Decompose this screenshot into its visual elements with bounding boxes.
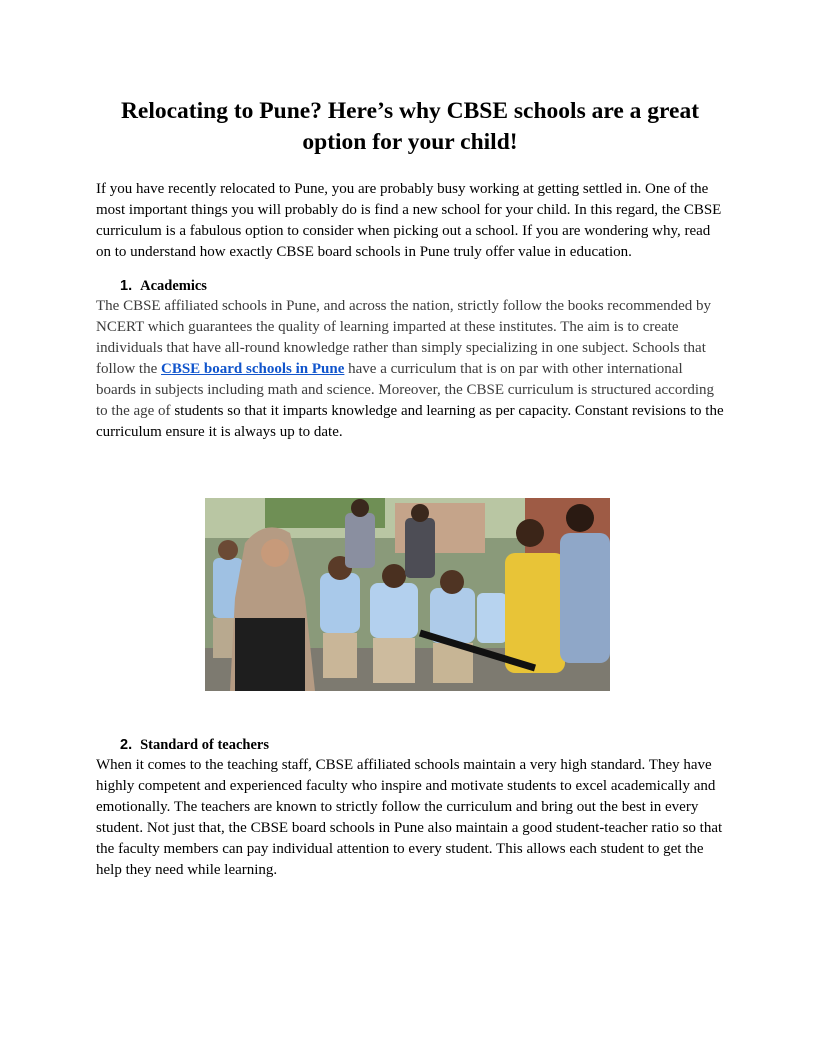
section-number: 1. <box>120 278 133 294</box>
teachers-paragraph: When it comes to the teaching staff, CBSE affiliated schools maintain a very high standard. They have highly competent and experienced faculty who inspire and motivate students to excel academically and emotionally. The teachers are known to strictly follow the curriculum and bring out the best in every student. Not just that, the CBSE board schools in Pune also maintain a good student-teacher ratio so that the faculty members can pay individual attention to every student. This allows each student to get the help they need while learning. <box>96 757 723 878</box>
document-page <box>96 96 724 443</box>
academics-text-tail: students so that it imparts knowledge and learning as per capacity. Constant revisions to the curriculum ensure it is always up to date. <box>96 403 724 440</box>
page-title: Relocating to Pune? Here’s why CBSE schools are a great option for your child! <box>120 98 700 155</box>
cbse-board-schools-link[interactable]: CBSE board schools in Pune <box>161 361 345 377</box>
intro-paragraph: If you have recently relocated to Pune, you are probably busy working at getting settled in. One of the most important things you will probably do is find a new school for your child. In this regard, the CBSE curriculum is a fabulous option to consider when picking out a school. If you are wondering why, read on to understand how exactly CBSE board schools in Pune truly offer value in education. <box>96 181 722 260</box>
section-heading-academics <box>96 277 724 296</box>
students-photo-image <box>205 498 610 691</box>
section-title: Standard of teachers <box>140 737 269 753</box>
section-standard-of-teachers <box>96 736 724 881</box>
academics-paragraph <box>96 296 724 443</box>
academics-text-after-link: have a curriculum that is on par with other international boards in subjects including math and science. Moreover, the CBSE curriculum is structured according to the age of <box>96 361 714 419</box>
section-heading-teachers <box>96 736 724 755</box>
section-title: Academics <box>140 278 207 294</box>
academics-text-before-link: The CBSE affiliated schools in Pune, and across the nation, strictly follow the books recommended by NCERT which guarantees the quality of learning imparted at these institutes. The aim is to create individuals that have all-round knowledge rather than simply specializing in one subject. Schools that follow the <box>96 298 712 377</box>
students-photo <box>205 498 610 691</box>
section-number: 2. <box>120 737 133 753</box>
